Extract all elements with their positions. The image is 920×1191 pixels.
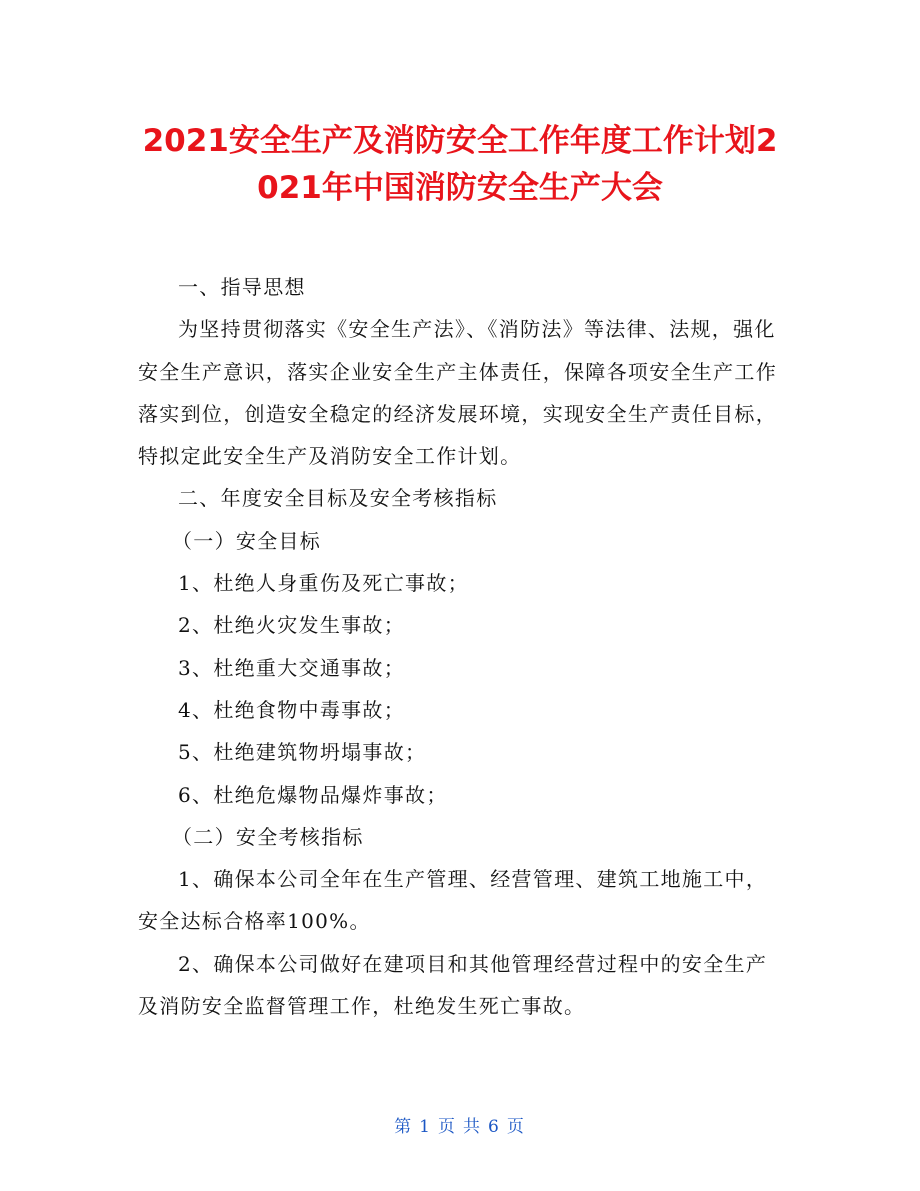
subheading-safety-goals: （一）安全目标 <box>172 528 322 553</box>
list-item-goal-1: 1、杜绝人身重伤及死亡事故； <box>178 571 469 596</box>
list-item-indicator-2: 2、确保本公司做好在建项目和其他管理经营过程中的安全生产及消防安全监督管理工作，杜绝发生死亡事故。 <box>138 951 768 1019</box>
footer-page-label: 第 <box>394 1117 414 1137</box>
document-title: 2021安全生产及消防安全工作年度工作计划2021年中国消防安全生产大会 <box>142 123 778 206</box>
list-item-goal-6: 6、杜绝危爆物品爆炸事故； <box>178 782 448 807</box>
subheading-assessment-indicators: （二）安全考核指标 <box>172 824 364 849</box>
heading-annual-goals: 二、年度安全目标及安全考核指标 <box>178 486 498 511</box>
heading-guiding-ideology: 一、指导思想 <box>178 275 306 299</box>
footer-page-unit: 页 <box>438 1117 457 1137</box>
footer-total-unit: 页 <box>506 1117 526 1137</box>
list-item-goal-2: 2、杜绝火灾发生事故； <box>178 613 406 638</box>
footer-total-pages: 6 <box>488 1117 501 1137</box>
list-item-goal-3: 3、杜绝重大交通事故； <box>178 655 406 680</box>
list-item-indicator-1: 1、确保本公司全年在生产管理、经营管理、建筑工地施工中，安全达标合格率100%。 <box>138 867 768 934</box>
page-footer <box>0 1112 920 1137</box>
paragraph-purpose: 为坚持贯彻落实《安全生产法》、《消防法》等法律、法规，强化安全生产意识，落实企业安全生产主体责任，保障各项安全生产工作落实到位，创造安全稳定的经济发展环境，实现安全生产责任目标，特拟定此安全生产及消防安全工作计划。 <box>138 317 777 469</box>
list-item-goal-5: 5、杜绝建筑物坍塌事故； <box>178 740 427 765</box>
footer-current-page: 1 <box>419 1117 432 1137</box>
footer-total-label: 共 <box>463 1117 482 1137</box>
list-item-goal-4: 4、杜绝食物中毒事故； <box>178 697 406 722</box>
document-body <box>138 266 782 1027</box>
